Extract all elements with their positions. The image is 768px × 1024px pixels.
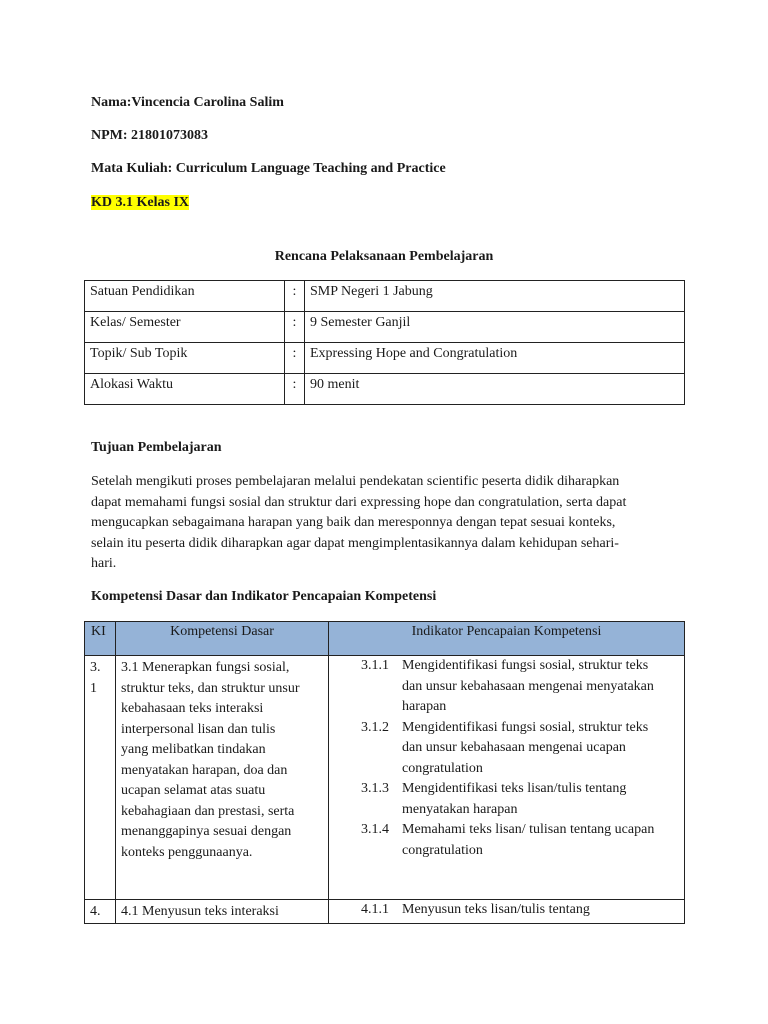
indicator-text — [402, 779, 678, 820]
info-table-body — [85, 281, 685, 405]
info-separator: : — [285, 374, 305, 405]
info-label: Topik/ Sub Topik — [85, 343, 285, 374]
kd-cell — [116, 656, 329, 900]
info-row — [85, 343, 685, 374]
ki-line: 3. — [90, 660, 101, 675]
kompetensi-row — [85, 656, 685, 900]
info-label: Satuan Pendidikan — [85, 281, 285, 312]
info-table — [84, 280, 685, 405]
kd-line: kebahagiaan dan prestasi, serta — [121, 803, 295, 819]
info-row — [85, 312, 685, 343]
kd-line: yang melibatkan tindakan — [121, 742, 266, 757]
info-row — [85, 374, 685, 405]
indicator-line: dan unsur kebahasaan mengenai ucapan — [402, 740, 626, 755]
info-separator: : — [285, 343, 305, 374]
indicator-item — [329, 900, 678, 921]
paragraph-line: hari. — [91, 556, 117, 571]
info-value: Expressing Hope and Congratulation — [305, 343, 685, 374]
kd-class-label — [91, 195, 189, 211]
col-header-indikator: Indikator Pencapaian Kompetensi — [329, 622, 685, 656]
course-name: Mata Kuliah: Curriculum Language Teaching and Practice — [91, 161, 446, 176]
info-value: 90 menit — [305, 374, 685, 405]
indicator-line: Mengidentifikasi teks lisan/tulis tentang — [402, 781, 627, 796]
paragraph-line: dapat memahami fungsi sosial dan struktur dari expressing hope dan congratulation, serta dapat — [91, 494, 627, 510]
indicator-text — [402, 820, 678, 861]
info-row — [85, 281, 685, 312]
indicator-cell — [329, 900, 685, 924]
info-value: 9 Semester Ganjil — [305, 312, 685, 343]
ki-cell — [85, 900, 116, 924]
indicator-text — [402, 656, 678, 718]
indicator-text — [402, 718, 678, 780]
indicator-item — [329, 779, 678, 820]
indicator-number: 4.1.1 — [361, 902, 389, 917]
tujuan-paragraph — [91, 472, 675, 575]
kompetensi-row — [85, 900, 685, 924]
indicator-cell — [329, 656, 685, 900]
kd-line: struktur teks, dan struktur unsur — [121, 680, 300, 696]
info-separator: : — [285, 312, 305, 343]
indicator-number: 3.1.2 — [361, 719, 389, 735]
indicator-item — [329, 656, 678, 718]
student-npm: NPM: 21801073083 — [91, 128, 209, 143]
document-title: Rencana Pelaksanaan Pembelajaran — [274, 249, 494, 264]
indicator-line: Mengidentifikasi fungsi sosial, struktur teks — [402, 719, 649, 735]
info-label: Alokasi Waktu — [85, 374, 285, 405]
kompetensi-table-body — [85, 656, 685, 924]
paragraph-line: mengucapkan sebagaimana harapan yang baik dan meresponnya dengan tepat sesuai konteks, — [91, 515, 616, 530]
kd-class-highlight: KD 3.1 Kelas IX — [91, 195, 189, 210]
kd-line: kebahasaan teks interaksi — [121, 701, 264, 716]
kompetensi-heading: Kompetensi Dasar dan Indikator Pencapaian Kompetensi — [91, 589, 437, 604]
col-header-ki: KI — [85, 622, 116, 656]
indicator-number: 3.1.4 — [361, 822, 389, 837]
paragraph-line: Setelah mengikuti proses pembelajaran melalui pendekatan scientific peserta didik diharapkan — [91, 474, 620, 489]
info-value: SMP Negeri 1 Jabung — [305, 281, 685, 312]
tujuan-heading: Tujuan Pembelajaran — [91, 440, 222, 455]
ki-line: 4. — [90, 904, 101, 919]
kd-line: menanggapinya sesuai dengan — [121, 824, 292, 839]
paragraph-line: selain itu peserta didik diharapkan agar dapat mengimplentasikannya dalam kehidupan sehari- — [91, 535, 619, 551]
kd-line: ucapan selamat atas suatu — [121, 783, 266, 798]
indicator-number: 3.1.3 — [361, 781, 389, 796]
indicator-line: menyatakan harapan — [402, 801, 518, 817]
info-label: Kelas/ Semester — [85, 312, 285, 343]
kd-line: interpersonal lisan dan tulis — [121, 721, 276, 737]
indicator-line: congratulation — [402, 842, 483, 858]
ki-cell — [85, 656, 116, 900]
indicator-number: 3.1.1 — [361, 658, 389, 673]
indicator-line: congratulation — [402, 760, 483, 776]
kompetensi-header-row — [85, 622, 685, 656]
indicator-line: Mengidentifikasi fungsi sosial, struktur teks — [402, 658, 649, 673]
indicator-item — [329, 820, 678, 861]
kd-line: 3.1 Menerapkan fungsi sosial, — [121, 660, 290, 675]
indicator-list — [329, 656, 678, 861]
indicator-text — [402, 900, 678, 921]
indicator-line: harapan — [402, 699, 447, 714]
indicator-line: Menyusun teks lisan/tulis tentang — [402, 902, 590, 917]
ki-line: 1 — [90, 680, 97, 696]
col-header-kd: Kompetensi Dasar — [116, 622, 329, 656]
indicator-item — [329, 718, 678, 780]
kd-line: konteks penggunaanya. — [121, 844, 253, 860]
info-separator: : — [285, 281, 305, 312]
kd-line: menyatakan harapan, doa dan — [121, 762, 288, 778]
indicator-list — [329, 900, 678, 921]
kd-line: 4.1 Menyusun teks interaksi — [121, 904, 279, 919]
indicator-line: dan unsur kebahasaan mengenai menyatakan — [402, 678, 654, 694]
kd-cell — [116, 900, 329, 924]
kompetensi-table — [84, 621, 685, 924]
student-name: Nama:Vincencia Carolina Salim — [91, 95, 284, 110]
indicator-line: Memahami teks lisan/ tulisan tentang ucapan — [402, 822, 655, 837]
